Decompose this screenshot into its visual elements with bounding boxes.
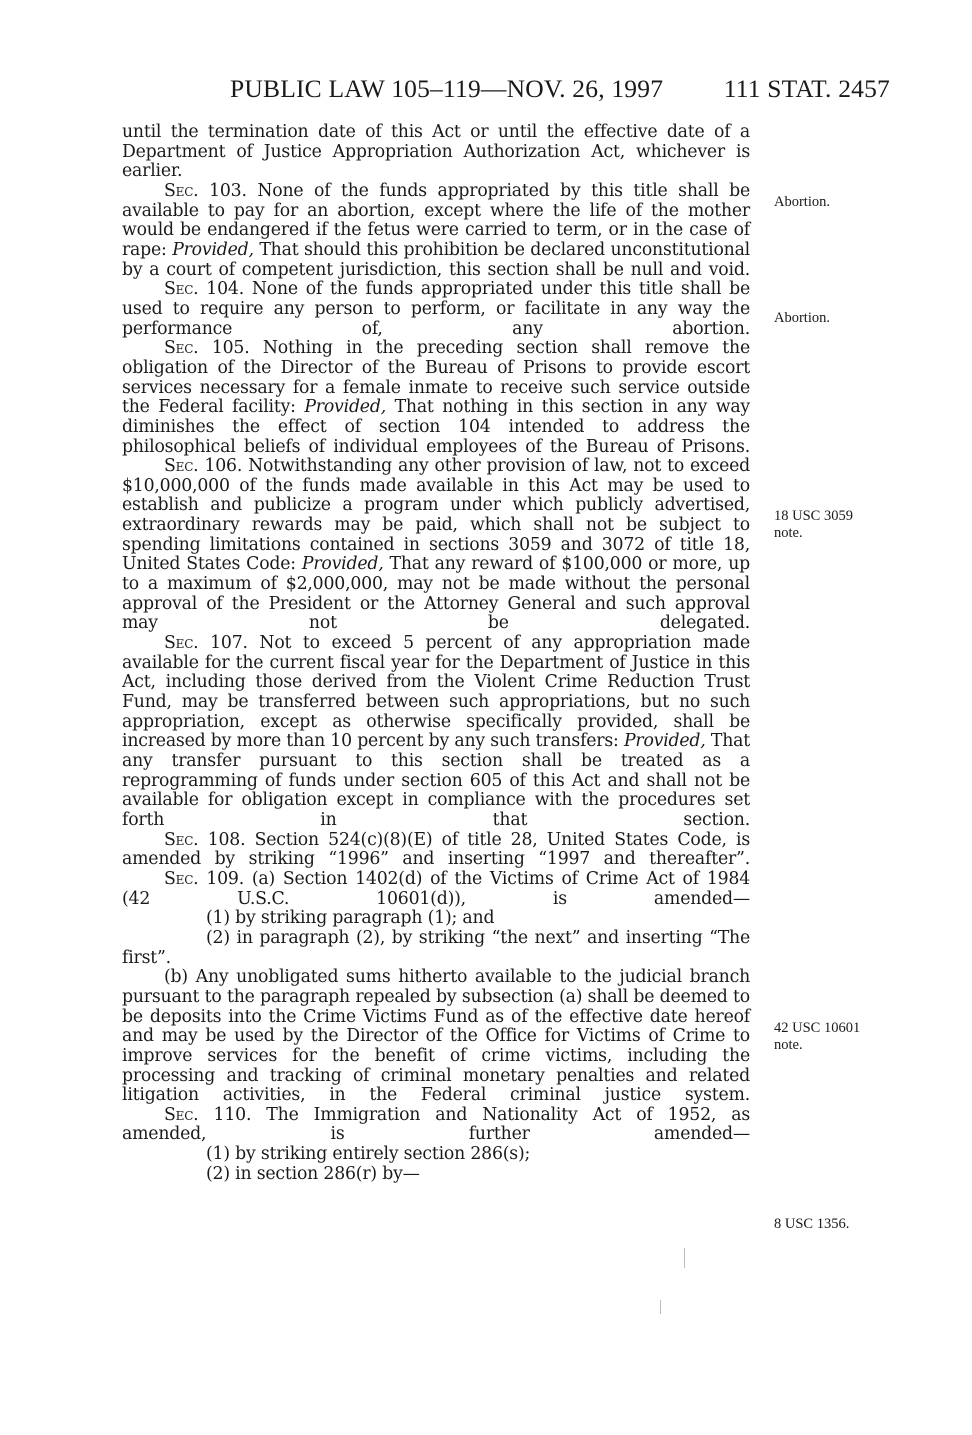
margin-note-citation: 42 USC 10601: [774, 1020, 861, 1036]
provided-label: Provided,: [623, 731, 706, 752]
scan-speck: [660, 1300, 661, 1314]
sec-label: Sec.: [164, 633, 199, 654]
clause-109-1: (1) by striking paragraph (1); and: [206, 908, 495, 929]
section-107: Sec. 107. Not to exceed 5 percent of any appropriation made available for the current fiscal year for the Department of Justice in this Act, including those derived from the Violent Crime Reduction Trust Fund, may be transferred between such appropriations, but no such appropriation, except as otherwise specifically provided, shall be increased by more than 10 percent by any such transfers: Provided, That any transfer pursuant to this section shall be treated as a reprogramming of funds under section 605 of this Act and shall not be available for obligation except in compliance with the procedures set forth in that section.: [122, 633, 750, 830]
margin-note-suffix: note.: [774, 525, 803, 541]
running-header: [230, 74, 890, 108]
provided-label: Provided,: [172, 239, 254, 260]
margin-note-suffix: note.: [774, 1037, 803, 1053]
header-public-law: PUBLIC LAW 105–119—NOV. 26, 1997: [230, 74, 664, 103]
sec-label: Sec.: [164, 279, 199, 300]
scan-speck: [684, 1248, 685, 1268]
margin-note-42usc10601: [774, 1020, 884, 1054]
margin-note-citation: 18 USC 3059: [774, 508, 853, 524]
section-110: Sec. 110. The Immigration and Nationality Act of 1952, as amended, is further amended—: [122, 1104, 750, 1145]
subsection-109-b: (b) Any unobligated sums hitherto available to the judicial branch pursuant to the paragraph repealed by subsection (a) shall be deemed to be deposits into the Crime Victims Fund as of the effective date hereof and may be used by the Director of the Office for Victims of Crime to improve services for the benefit of crime victims, including the processing and tracking of criminal monetary penalties and related litigation activities, in the Federal criminal justice system.: [122, 967, 750, 1106]
sec-label: Sec.: [164, 1104, 199, 1125]
section-104: Sec. 104. None of the funds appropriated under this title shall be used to require any person to perform, or facilitate in any way the performance of, any abortion.: [122, 279, 750, 339]
margin-note-8usc1356: 8 USC 1356.: [774, 1216, 850, 1232]
margin-note-abortion-103: Abortion.: [774, 194, 830, 210]
paragraph-continuation: until the termination date of this Act or until the effective date of a Department of Justice Appropriation Authorization Act, whichever is earlier.: [122, 122, 750, 182]
margin-note-abortion-104: Abortion.: [774, 310, 830, 326]
margin-note-18usc3059: [774, 508, 884, 542]
clause-110-1: (1) by striking entirely section 286(s);: [206, 1144, 531, 1165]
sec-label: Sec.: [164, 456, 199, 477]
clause-109-2: (2) in paragraph (2), by striking “the next” and inserting “The first”.: [122, 927, 750, 968]
provided-label: Provided,: [301, 554, 384, 575]
statute-text: [122, 123, 750, 1184]
section-109: Sec. 109. (a) Section 1402(d) of the Victims of Crime Act of 1984 (42 U.S.C. 10601(d)), is amended—: [122, 868, 750, 909]
sec-label: Sec.: [164, 829, 199, 850]
provided-label: Provided,: [304, 397, 386, 418]
sec-label: Sec.: [164, 180, 199, 201]
sec-label: Sec.: [164, 338, 199, 359]
section-105: Sec. 105. Nothing in the preceding section shall remove the obligation of the Director of the Bureau of Prisons to provide escort services necessary for a female inmate to receive such service outside the Federal facility: Provided, That nothing in this section in any way diminishes the effect of section 104 intended to address the philosophical beliefs of individual employees of the Bureau of Prisons.: [122, 338, 750, 457]
section-106: Sec. 106. Notwithstanding any other provision of law, not to exceed $10,000,000 of the funds made available in this Act may be used to establish and publicize a program under which publicly advertised, extraordinary rewards may be paid, which shall not be subject to spending limitations contained in sections 3059 and 3072 of title 18, United States Code: Provided, That any reward of $100,000 or more, up to a maximum of $2,000,000, may not be made without the personal approval of the President or the Attorney General and such approval may not be delegated.: [122, 456, 750, 634]
clause-110-2: (2) in section 286(r) by—: [206, 1163, 420, 1184]
section-103: Sec. 103. None of the funds appropriated by this title shall be available to pay for an abortion, except where the life of the mother would be endangered if the fetus were carried to term, or in the case of rape: Provided, That should this prohibition be declared unconstitutional by a court of competent jurisdiction, this section shall be null and void.: [122, 180, 751, 280]
section-108: Sec. 108. Section 524(c)(8)(E) of title 28, United States Code, is amended by striking “1996” and inserting “1997 and thereafter”.: [122, 829, 750, 870]
header-stat-page: 111 STAT. 2457: [723, 74, 890, 103]
sec-label: Sec.: [164, 868, 199, 889]
